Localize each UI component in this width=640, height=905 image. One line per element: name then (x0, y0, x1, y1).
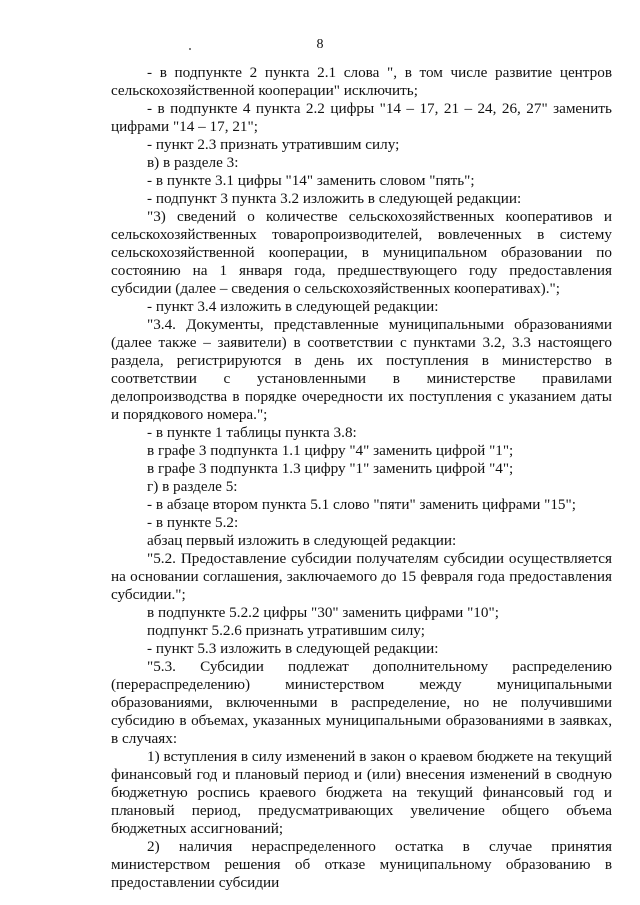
paragraph: - пункт 3.4 изложить в следующей редакции: (147, 298, 439, 315)
paragraph: - пункт 2.3 признать утратившим силу; (147, 136, 400, 153)
paragraph: в подпункте 5.2.2 цифры "30" заменить цифрами "10"; (147, 604, 499, 621)
paragraph: в графе 3 подпункта 1.3 цифру "1" заменить цифрой "4"; (147, 460, 514, 477)
paragraph: - в пункте 3.1 цифры "14" заменить словом "пять"; (147, 172, 475, 189)
paragraph: - в абзаце втором пункта 5.1 слово "пяти" заменить цифрами "15"; (147, 496, 576, 513)
document-body (111, 64, 612, 892)
paragraph: "3) сведений о количестве сельскохозяйственных кооперативов и сельскохозяйственных товаропроизводителей, вовлеченных в систему сельскохозяйственной кооперации, в муниципальном образовании по состоянию на 1 января года, предшествующего году предоставления субсидии (далее – сведения о сельскохозяйственных кооперативах)."; (111, 208, 612, 297)
paragraph: - в подпункте 4 пункта 2.2 цифры "14 – 17, 21 – 24, 26, 27" заменить цифрами "14 – 17, 21"; (111, 100, 612, 135)
paragraph: 2) наличия нераспределенного остатка в случае принятия министерством решения об отказе муниципальному образованию в предоставлении субсидии (111, 838, 612, 891)
paragraph: - подпункт 3 пункта 3.2 изложить в следующей редакции: (147, 190, 522, 207)
paragraph: - в пункте 1 таблицы пункта 3.8: (147, 424, 357, 441)
paragraph: - в пункте 5.2: (147, 514, 239, 531)
scan-speck (189, 48, 191, 50)
paragraph: в графе 3 подпункта 1.1 цифру "4" заменить цифрой "1"; (147, 442, 514, 459)
paragraph: в) в разделе 3: (147, 154, 239, 171)
page-number: 8 (316, 37, 324, 52)
paragraph: "3.4. Документы, представленные муниципальными образованиями (далее также – заявители) в соответствии с пунктами 3.2, 3.3 настоящего раздела, регистрируются в день их поступления в министерство в соответствии с установленными в министерстве правилами делопроизводства в порядке очередности их поступления с указанием даты и порядкового номера."; (111, 316, 612, 423)
paragraph: - в подпункте 2 пункта 2.1 слова ", в том числе развитие центров сельскохозяйственной кооперации" исключить; (111, 64, 612, 99)
paragraph: абзац первый изложить в следующей редакции: (147, 532, 457, 549)
paragraph: "5.3. Субсидии подлежат дополнительному распределению (перераспределению) министерством между муниципальными образованиями, включенными в распределение, но не получившими субсидию в объемах, указанных муниципальными образованиями в заявках, в случаях: (111, 658, 612, 747)
paragraph: г) в разделе 5: (147, 478, 238, 495)
paragraph: - пункт 5.3 изложить в следующей редакции: (147, 640, 439, 657)
paragraph: 1) вступления в силу изменений в закон о краевом бюджете на текущий финансовый год и плановый период и (или) внесения изменений в сводную бюджетную роспись краевого бюджета на текущий финансовый год и плановый период, предусматривающих увеличение общего объема бюджетных ассигнований; (111, 748, 612, 837)
paragraph: "5.2. Предоставление субсидии получателям субсидии осуществляется на основании соглашения, заключаемого до 15 февраля года предоставления субсидии."; (111, 550, 612, 603)
paragraph: подпункт 5.2.6 признать утратившим силу; (147, 622, 425, 639)
